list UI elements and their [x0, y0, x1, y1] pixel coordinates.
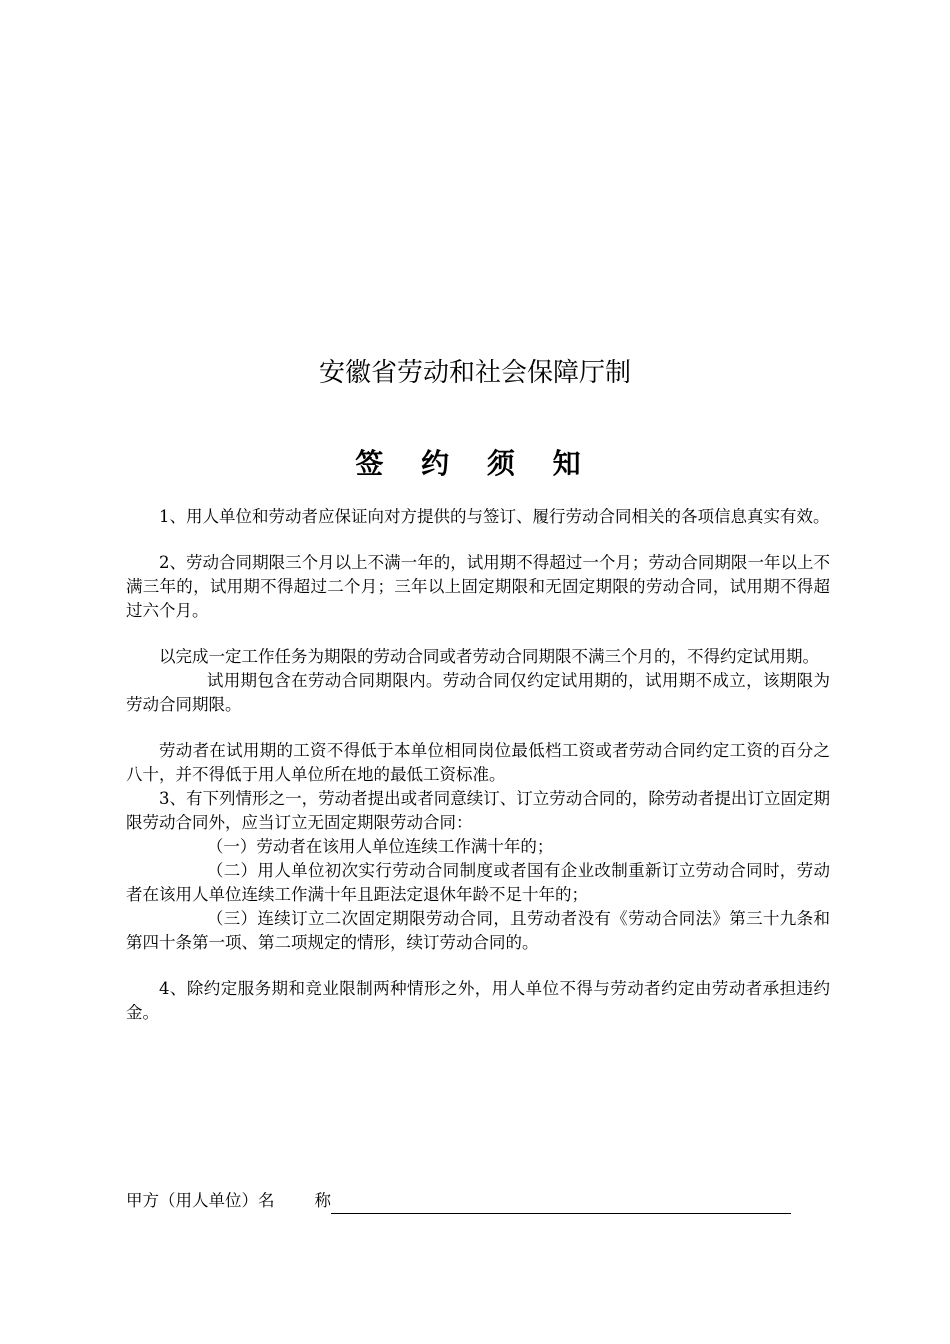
employer-name-label: 甲方（用人单位）名: [126, 1191, 275, 1210]
employer-name-blank-line[interactable]: [331, 1195, 791, 1214]
employer-name-label-end: 称: [314, 1191, 331, 1210]
notice-item-4: 4、除约定服务期和竞业限制两种情形之外，用人单位不得与劳动者约定由劳动者承担违约金。: [126, 979, 830, 1022]
notice-item-3-case-3: （三）连续订立二次固定期限劳动合同，且劳动者没有《劳动合同法》第三十九条和第四十条第一项、第二项规定的情形，续订劳动合同的。: [126, 909, 830, 952]
notice-item-3-case-1: （一）劳动者在该用人单位连续工作满十年的；: [206, 837, 554, 856]
notice-item-3: 3、有下列情形之一，劳动者提出或者同意续订、订立劳动合同的，除劳动者提出订立固定期限劳动合同外，应当订立无固定期限劳动合同：: [126, 789, 830, 832]
notice-item-2-probation-within-term: 试用期包含在劳动合同期限内。劳动合同仅约定试用期的，试用期不成立，该期限为劳动合同期限。: [126, 671, 830, 714]
notice-body: [126, 505, 830, 1025]
notice-item-2: 2、劳动合同期限三个月以上不满一年的，试用期不得超过一个月；劳动合同期限一年以上不满三年的，试用期不得超过二个月；三年以上固定期限和无固定期限的劳动合同，试用期不得超过六个月。: [126, 553, 830, 620]
page-title: 签 约 须 知: [355, 447, 595, 480]
notice-item-2-probation-wage: 劳动者在试用期的工资不得低于本单位相同岗位最低档工资或者劳动合同约定工资的百分之八十，并不得低于用人单位所在地的最低工资标准。: [126, 741, 830, 784]
employer-name-field: [126, 1188, 826, 1214]
notice-item-2-no-probation: 以完成一定工作任务为期限的劳动合同或者劳动合同期限不满三个月的，不得约定试用期。: [159, 647, 819, 666]
notice-item-1: 1、用人单位和劳动者应保证向对方提供的与签订、履行劳动合同相关的各项信息真实有效。: [159, 507, 830, 526]
notice-item-3-case-2: （二）用人单位初次实行劳动合同制度或者国有企业改制重新订立劳动合同时，劳动者在该用人单位连续工作满十年且距法定退休年龄不足十年的；: [126, 861, 830, 904]
issuer-title: 安徽省劳动和社会保障厅制: [318, 358, 631, 388]
